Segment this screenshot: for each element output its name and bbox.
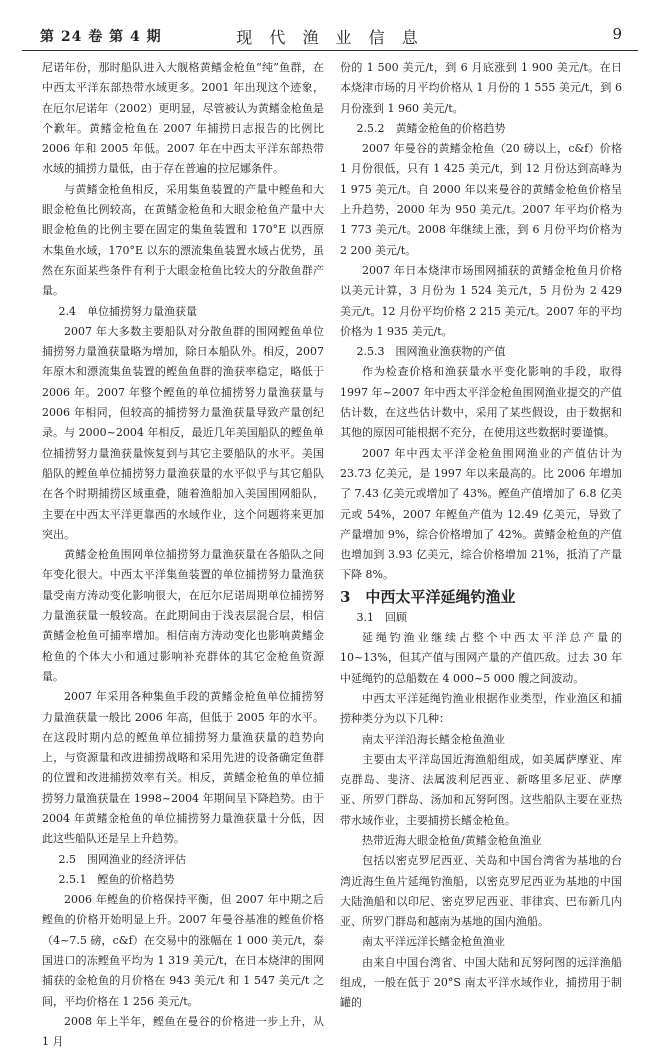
body-paragraph: 热带近海大眼金枪鱼/黄鳍金枪鱼渔业 xyxy=(362,833,542,847)
body-paragraph: 2006 年鲣鱼的价格保持平衡，但 2007 年中期之后鲣鱼的价格开始明显上升。2007 年曼谷基准的鲣鱼价格（4~7.5 磅，c&f）在交易中的涨幅在 1 000 美元/t，泰国进口的冻鲣鱼平均为 1 319 美元/t，在日本烧津的围网捕获的金枪鱼的月价格在 943 美元/t 和 1 547 美元/t 之间，平均价格在 1 256 美元/t。 xyxy=(42,893,324,1008)
body-paragraph: 2007 年中西太平洋金枪鱼围网渔业的产值估计为 23.73 亿美元，是 1997 年以来最高的。比 2006 年增加了 7.43 亿美元或增加了 43%。鲣鱼产值增加了 6.8 亿美元或 54%，2007 年鲣鱼产值为 12.49 亿美元，导致了产量增加 9%，综合价格增加了 42%。黄鳍金枪鱼的产值也增加到 3.93 亿美元，综合价格增加 21%，抵消了产量下降 8%。 xyxy=(340,446,622,582)
body-paragraph: 2007 年日本烧津市场围网捕获的黄鳍金枪鱼月价格以美元计算，3 月份为 1 524 美元/t，5 月份为 2 429 美元/t。12 月份平均价格 2 215 美元/t。2007 年的平均价格为 1 935 美元/t。 xyxy=(340,263,622,338)
issue-label: 第 24 卷 第 4 期 xyxy=(40,29,162,45)
body-paragraph: 南太平洋沿海长鳍金枪鱼渔业 xyxy=(362,732,505,746)
body-paragraph: 南太平洋远洋长鳍金枪鱼渔业 xyxy=(362,935,505,949)
body-paragraph: 由来自中国台湾省、中国大陆和瓦努阿图的远洋渔船组成，一般在低于 20°S 南太平洋水域作业，捕捞用于制罐的 xyxy=(340,955,622,1010)
subsection-heading: 2.5 围网渔业的经济评估 xyxy=(58,852,186,866)
header-divider xyxy=(22,50,638,51)
subsection-heading: 2.4 单位捕捞努力量渔获量 xyxy=(58,304,197,318)
subsection-heading: 3.1 回顾 xyxy=(356,610,407,624)
page-header xyxy=(22,10,638,50)
subsection-heading: 2.5.1 鲣鱼的价格趋势 xyxy=(58,872,175,886)
body-paragraph: 黄鳍金枪鱼围网单位捕捞努力量渔获量在各船队之间年变化很大。中西太平洋集鱼装置的单位捕捞努力量渔获量受南方涛动变化影响很大，在厄尔尼诺周期单位捕捞努力量渔获量一般较高。在此期间由于浅表层混合层，相信黄鳍金枪鱼可捕率增加。相信南方涛动变化也影响黄鳍金枪鱼的个体大小和通过影响补充群体的其它金枪鱼资源量。 xyxy=(42,548,324,683)
body-paragraph: 与黄鳍金枪鱼相反，采用集鱼装置的产量中鲣鱼和大眼金枪鱼比例较高，在黄鳍金枪鱼和大眼金枪鱼产量中大眼金枪鱼的比例主要在固定的集鱼装置和 170°E 以西原木集鱼水域，170°E 以东的漂流集鱼装置水域占优势，虽然在东面某些条件有利于大眼金枪鱼比较大的分散鱼群产量。 xyxy=(42,182,324,298)
body-paragraph: 延绳钓渔业继续占整个中西太平洋总产量的 10~13%，但其产值与围网产量的产值匹敌。过去 30 年中延绳钓的总船数在 4 000~5 000 艘之间波动。 xyxy=(340,631,622,685)
body-paragraph: 包括以密克罗尼西亚、关岛和中国台湾省为基地的台湾近海生鱼片延绳钓渔船，以密克罗尼西亚为基地的中国大陆渔船和以印尼、密克罗尼西亚、菲律宾、巴布新几内亚、所罗门群岛和越南为基地的国内渔船。 xyxy=(340,854,622,929)
section-heading: 3 中西太平洋延绳钓渔业 xyxy=(340,587,516,606)
journal-title: 现 代 渔 业 信 息 xyxy=(236,28,424,47)
body-paragraph: 2008 年上半年，鲣鱼在曼谷的价格进一步上升，从 1 月 xyxy=(42,1014,324,1049)
body-paragraph: 中西太平洋延绳钓渔业根据作业类型，作业渔区和捕捞种类分为以下几种： xyxy=(340,691,622,726)
body-paragraph: 2007 年采用各种集鱼手段的黄鳍金枪鱼单位捕捞努力量渔获量一般比 2006 年高，但低于 2005 年的水平。在这段时期内总的鲣鱼单位捕捞努力量渔获量的趋势向上，与资源量和改进捕捞战略和采用先进的设备确定鱼群的位置和改进捕捞效率有关。相反，黄鳍金枪鱼的单位捕捞努力量渔获量在 1998~2004 年期间呈下降趋势。由于 2004 年黄鳍金枪鱼的单位捕捞努力量渔获量十分低，因此这些船队还是呈上升趋势。 xyxy=(42,690,324,846)
right-text-column xyxy=(340,58,622,1014)
body-paragraph: 份的 1 500 美元/t，到 6 月底涨到 1 900 美元/t。在日本烧津市场的月平均价格从 1 月份的 1 555 美元/t，到 6 月份涨到 1 960 美元/t。 xyxy=(340,61,622,115)
body-paragraph: 2007 年曼谷的黄鳍金枪鱼（20 磅以上，c&f）价格 1 月份很低，只有 1 425 美元/t，到 12 月份达到高峰为 1 975 美元/t。自 2000 年以来曼谷的黄鳍金枪鱼价格呈上升趋势，2000 年为 950 美元/t。2007 年平均价格为 1 773 美元/t。2008 年继续上涨，到 6 月份平均价格为 2 200 美元/t。 xyxy=(340,142,622,257)
left-text-column xyxy=(42,58,324,1053)
subsection-heading: 2.5.3 围网渔业渔获物的产值 xyxy=(356,345,506,359)
page-number: 9 xyxy=(612,25,622,43)
subsection-heading: 2.5.2 黄鳍金枪鱼的价格趋势 xyxy=(356,121,506,135)
body-paragraph: 主要由太平洋岛国近海渔船组成，如美属萨摩亚、库克群岛、斐济、法属波利尼西亚、新喀里多尼亚、萨摩亚、所罗门群岛、汤加和瓦努阿图。这些船队主要在亚热带水域作业，主要捕捞长鳍金枪鱼。 xyxy=(340,752,622,827)
body-paragraph: 尼诺年份，那时船队进入大舰格黄鳍金枪鱼“纯”鱼群，在中西太平洋东部热带水域更多。2001 年出现这个迹象，在厄尔尼诺年（2002）更明显，尽管被认为黄鳍金枪鱼是个歉年。黄鳍金枪鱼在 2007 年捕捞日志报告的比例比 2006 年和 2005 年低。2007 年在中西太平洋东部热带水域的捕捞力量低，由于存在普遍的拉尼娜条件。 xyxy=(42,61,324,176)
body-paragraph: 2007 年大多数主要船队对分散鱼群的围网鲣鱼单位捕捞努力量渔获量略为增加，除日本船队外。相反，2007 年原木和漂流集鱼装置的鲣鱼鱼群的渔获率稳定，略低于 2006 年。2007 年整个鲣鱼的单位捕捞努力量渔获量与 2006 年相同，但较高的捕捞努力量渔获量导致产量创纪录。与 2000~2004 年相反，最近几年美国船队的鲣鱼单位捕捞努力量渔获量恢复到与其它主要船队的水平。美国船队的鲣鱼单位捕捞努力量渔获量的水平似乎与其它船队在各个时期捕捞区域重叠，随着渔船加入美国围网船队，主要在中西太平洋更靠西的水域作业，这个问题将来更加突出。 xyxy=(42,324,324,541)
body-paragraph: 作为检查价格和渔获量水平变化影响的手段，取得 1997 年~2007 年中西太平洋金枪鱼围网渔业提交的产值估计数，在这些估计数中，采用了某些假设，由于数据和其他的原因可能根据不充分，在使用这些数据时要谨慎。 xyxy=(340,365,622,440)
